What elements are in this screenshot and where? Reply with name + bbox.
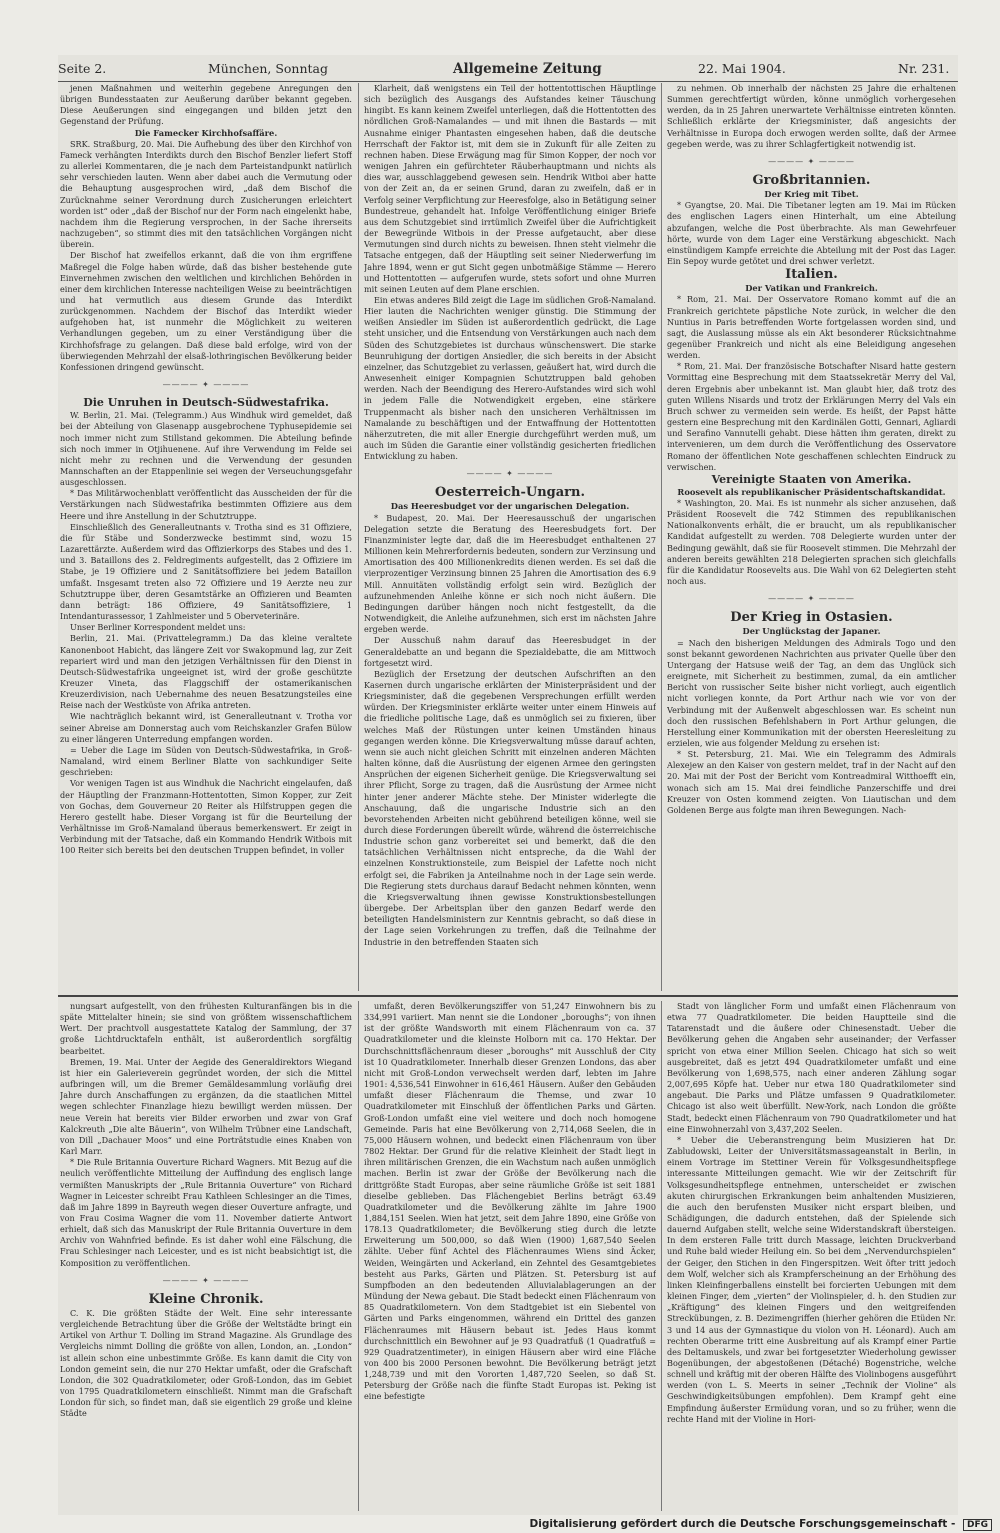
headline-italien: Italien. [785, 267, 838, 283]
headline-grossbritannien: Großbritannien. [752, 173, 871, 189]
dfg-logo: DFG [963, 1519, 992, 1531]
headline-unruhen: Die Unruhen in Deutsch-Südwestafrika. [83, 396, 329, 410]
ornament-divider: ———— ✦ ———— [768, 156, 855, 166]
article-text: Einschließlich des Generalleutnants v. Trotha sind es 31 Offiziere, die für Stäbe und Sonderzwecke bestimmt sind, wozu 15 Lazarettärzte. Außerdem wird das Offizierkorps des Stabes und des 1. und 3. Bataillons des 2. Feldregiments aufgestellt, das 2 Offiziere im Stabe, je 19 Offiziere und 2 Sanitätsoffiziere bei jedem Bataillon umfaßt. Insgesamt treten also 72 Offiziere und 19 Aerzte neu zur Schutztruppe über, deren Gesamtstärke an Offizieren und Beamten dann beträgt: 186 Offiziere, 49 Sanitätsoffiziere, 1 Intendanturassessor, 1 Zahlmeister und 5 Oberveterinäre. [60, 521, 352, 622]
issue-date: 22. Mai 1904. [698, 61, 786, 76]
article-text: W. Berlin, 21. Mai. (Telegramm.) Aus Windhuk wird gemeldet, daß bei der Abteilung von Glasenapp ausgebrochene Typhusepidemie sei noch immer nicht zum Stillstand gekommen. Die Abteilung befinde sich noch immer in Otjihuenene. Auf ihre Verwendung im Felde sei nicht mehr zu rechnen und die Verwendung der gesunden Mannschaften an der Etappenlinie sei wegen der Verseuchungsgefahr ausgeschlossen. [60, 410, 352, 488]
ornament-divider: ———— ✦ ———— [768, 594, 855, 604]
headline-oesterreich: Oesterreich-Ungarn. [435, 485, 585, 501]
article-text: SRK. Straßburg, 20. Mai. Die Aufhebung des über den Kirchhof von Fameck verhängten Interdikts durch den Bischof Benzler liefert Stoff zu allerlei Kommentaren, die je nach dem Parteistandpunkt natürlich sehr verschieden lauten. Wenn aber dabei auch die Vermutung oder die Behauptung ausgesprochen wird, „daß dem Bischof die Zurücknahme seiner Verordnung durch Zusicherungen erleichtert worden ist“ oder „daß der Bischof nur der Form nach eingelenkt habe, nachdem ihm die Regierung versprochen, in der Sache ihrerseits nachzugeben“, so stimmt dies mit den tatsächlichen Vorgängen nicht überein. [60, 138, 352, 250]
article-text: = Nach den bisherigen Meldungen des Admirals Togo und den sonst bekannt gewordenen Nachrichten aus privater Quelle über den Untergang der Hatsuse weiß der Tag, an dem das Unglück sich ereignete, mit Sicherheit zu bestimmen, zumal, da ein amtlicher Bericht von russischer Seite bisher nicht vorliegt, auch eigentlich nicht vorliegen konnte, da Port Arthur nach wie vor von der Verbindung mit der Außenwelt abgeschlossen war. Es scheint nun doch den russischen Befehlshabern in Port Arthur gelungen, die Herstellung einer Kommunikation mit der obersten Heeresleitung zu erzielen, wie aus folgender Meldung zu ersehen ist: [667, 637, 956, 748]
article-text: = Ueber die Lage im Süden von Deutsch-Südwestafrika, in Groß-Namaland, wird einem Berliner Blatte von sachkundiger Seite geschrieben: [60, 744, 352, 778]
article-text: * Rom, 21. Mai. Der Osservatore Romano kommt auf die an Frankreich gerichtete päpstliche Note zurück, in welcher die den Nuntius in Paris betreffenden Worte fortgelassen worden sind, und sagt, die Auslassung müsse als ein Akt besonderer Rücksichtnahme gegenüber Frankreich und nicht als eine Beleidigung angesehen werden. [667, 294, 956, 361]
article-text: Wie nachträglich bekannt wird, ist Generalleutnant v. Trotha vor seiner Abreise am Donnerstag auch vom Reichskanzler Grafen Bülow zu einer längeren Unterredung empfangen worden. [60, 711, 352, 744]
article-text: Unser Berliner Korrespondent meldet uns: [70, 622, 246, 633]
column-3 [667, 83, 956, 991]
article-text: Vor wenigen Tagen ist aus Windhuk die Nachricht eingelaufen, daß der Häuptling der Franzmann-Hottentotten, Simon Kopper, zur Zeit von Gochas, dem Gouverneur 20 Reiter als Hilfstruppen gegen die Herero gestellt habe. Dieser Vorgang ist für die Beurteilung der Verhältnisse im Groß-Namaland überaus bemerkenswert. Er zeigt in Verbindung mit der Tatsache, daß ein Kommando Hendrik Witbois mit 100 Reiter sich bereits bei den deutschen Truppen befindet, in voller [60, 778, 352, 856]
headline-kleine-chronik: Kleine Chronik. [148, 1291, 264, 1307]
subheadline-vatikan: Der Vatikan und Frankreich. [745, 283, 878, 294]
headline-fameck: Die Famecker Kirchhofsaffäre. [134, 127, 278, 138]
article-text: Ein etwas anderes Bild zeigt die Lage im südlichen Groß-Namaland. Hier lauten die Nachrichten weniger günstig. Die Stimmung der weißen Ansiedler im Süden ist außerordentlich gedrückt, die Lage steht unsicher, und die Entsendung von Verstärkungen auch nach dem Süden des Schutzgebietes ist durchaus wünschenswert. Die starke Beunruhigung der dortigen Ansiedler, die sich bereits in der Absicht einzelner, das Schutzgebiet zu verlassen, geäußert hat, wird durch die Anwesenheit einiger Kompagnien Schutztruppen bald gehoben werden. Nach der Beendigung des Herero-Aufstandes wird sich wohl in jedem Falle die Notwendigkeit ergeben, eine stärkere Truppenmacht als bisher nach den unsicheren Verhältnissen im Namalande zu beschäftigen und der Entwaffnung der Hottentotten näherzutreten, die mit aller Energie durchgeführt werden muß, um auch im Süden die Garantie einer vollständig gesicherten friedlichen Entwicklung zu haben. [364, 294, 656, 462]
headline-ostasien: Der Krieg in Ostasien. [730, 610, 893, 626]
header-rule [58, 81, 958, 82]
article-text: * St. Petersburg, 21. Mai. Wie ein Telegramm des Admirals Alexejew an den Kaiser von gestern meldet, traf in der Nacht auf den 20. Mai mit der Post der Bericht vom Kontreadmiral Witthoefft ein, wonach sich am 15. Mai drei feindliche Panzerschiffe und drei Kreuzer von Osten kommend zeigten. Von Liautischan und dem Goldenen Berge aus folgte man ihren Bewegungen. Nach- [667, 749, 956, 815]
column-rule [661, 83, 662, 991]
article-text: * Ueber die Ueberanstrengung beim Musizieren hat Dr. Zabludowski, Leiter der Universitätsmassageanstalt in Berlin, in einem Vortrage im Stettiner Verein für Volksgesundheitspflege interessante Mitteilungen gemacht. Wie wir der Zeitschrift für Volksgesundheitspflege entnehmen, unterscheidet er zwischen akuten chirurgischen Erkrankungen beim anhaltenden Musizieren, die auch den berufensten Musiker nicht erspart bleiben, und Schädigungen, die dadurch entstehen, daß der Spielende sich dauernd Aufgaben stellt, welche seine Widerstandskraft übersteigen. In dem ersteren Falle tritt durch Massage, leichten Druckverband und Ruhe bald wieder Heilung ein. So bei dem „Nervendurchspielen“ der Geiger, den Stichen in den Fingerspitzen. Weit öfter tritt jedoch dem Wolf, welcher sich als Krampferscheinung an der Erhöhung des linken Kleinfingerballens einstellt bei forcierten Uebungen mit dem kleinen Finger, dem „vierten“ der Violinspieler, d. h. den Studien zur „Kräftigung“ des kleinen Fingers und den weitgreifenden Streckübungen, z. B. Dezimengriffen (hierher gehören die Etüden Nr. 3 und 14 aus der Gymnastique du violon von H. Léonard). Auch am rechten Oberarme tritt eine Ausbreitung auf als Krampf einer Partie des Deltamuskels, und zwar bei fortgesetzter Wiederholung gewisser Bogenübungen, der abgestoßenen (Détaché) Bogenstriche, welche schnell und kräftig mit der oberen Hälfte des Violinbogens ausgeführt werden (von L. S. Meerts in seiner „Technik der Violine“ als Geschwindigkeitsübungen empfohlen). Dem Krampf geht eine Empfindung äußerster Ermüdung voran, und so zu früher, wenn die rechte Hand mit der Violine in Hori- [667, 1134, 956, 1424]
feuilleton-column-2 [364, 1001, 656, 1511]
article-text: * Budapest, 20. Mai. Der Heeresausschuß der ungarischen Delegation setzte die Beratung des Heeresbudgets fort. Der Finanzminister legte dar, daß die im Heeresbudget enthaltenen 27 Millionen kein Mehrerfordernis bedeuten, sondern zur Verzinsung und Amortisation des 400 Millionenkredits dienen werden. Es sei daß die vierprozentiger Verzinsung binnen 25 Jahren die Amortisation des 6.9 Mill. Annuitäten vollständig erfolgt sein wird. Bezüglich der aufzunehmenden Anleihe könne er sich noch nicht äußern. Die Bedingungen darüber hängen noch nicht festgestellt, da die Notwendigkeit, die Anleihe aufzunehmen, sich erst im nächsten Jahre ergeben werde. [364, 512, 656, 635]
ornament-divider: ———— ✦ ———— [466, 469, 554, 479]
article-text: * Washington, 20. Mai. Es ist nunmehr als sicher anzusehen, daß Präsident Roosevelt die 742 Stimmen des republikanischen Nationalkonvents erhält, die er braucht, um als republikanischer Kandidat aufgestellt zu werden. 708 Delegierte wurden unter der Bedingung gewählt, daß sie für Roosevelt stimmen. Die Mehrzahl der anderen bereits gewählten 218 Delegierten sprachen sich gleichfalls für die Kandidatur Roosevelts aus. Die Wahl von 62 Delegierten steht noch aus. [667, 498, 956, 587]
subheadline-roosevelt: Roosevelt als republikanischer Präsidentschaftskandidat. [677, 486, 946, 497]
issue-number: Nr. 231. [898, 61, 950, 76]
column-1 [60, 83, 352, 991]
ornament-divider: ———— ✦ ———— [162, 380, 250, 390]
ornament-divider: ———— ✦ ———— [162, 1275, 250, 1285]
article-text: Der Ausschuß nahm darauf das Heeresbudget in der Generaldebatte an und begann die Spezialdebatte, die am Mittwoch fortgesetzt wird. [364, 635, 656, 668]
article-text: C. K. Die größten Städte der Welt. Eine sehr interessante vergleichende Betrachtung über die Größe der Weltstädte bringt ein Artikel von Arthur T. Dolling im Strand Magazine. Als Grundlage des Vergleichs nimmt Dolling die größte von allen, London, an. „London“ ist allein schon eine unbestimmte Größe. Es kann damit die City von London gemeint sein, die nur 270 Hektar umfaßt, oder die Grafschaft London, die 302 Quadratkilometer, oder Groß-London, das im Gebiet von 1795 Quadratkilometern einschließt. Nimmt man die Grafschaft London für sich, so findet man, daß sie eigentlich 29 große und kleine Städte [60, 1307, 352, 1419]
subheadline-japaner: Der Unglückstag der Japaner. [742, 626, 881, 637]
place-date: München, Sonntag [208, 61, 329, 76]
feuilleton-column-1 [60, 1001, 352, 1511]
article-text: * Das Militärwochenblatt veröffentlicht das Ausscheiden der für die Verstärkungen nach Südwestafrika bestimmten Offiziere aus dem Heere und ihre Anstellung in der Schutztruppe. [60, 488, 352, 521]
article-text: Berlin, 21. Mai. (Privattelegramm.) Da das kleine veraltete Kanonenboot Habicht, das längere Zeit vor Swakopmund lag, zur Zeit repariert wird und man den jetzigen Verhältnissen für den Dienst in Deutsch-Südwestafrika ungeeignet ist, wird der große geschützte Kreuzer Vineta, das Flaggschiff der ostamerikanischen Kreuzerdivision, nach Uebernahme des neuen Besatzungsteiles eine Reise nach der Westküste von Afrika antreten. [60, 633, 352, 711]
digitization-credit [530, 1518, 992, 1531]
credit-text: Digitalisierung gefördert durch die Deutsche Forschungsgemeinschaft - [529, 1518, 956, 1530]
subheadline-tibet: Der Krieg mit Tibet. [764, 189, 859, 200]
article-text: nungsart aufgestellt, von den frühesten Kulturanfängen bis in die späte Mittelalter hinein; sie sind von größtem wissenschaftlichem Wert. Der prachtvoll ausgestattete Katalog der Sammlung, der 37 große Lichtdrucktafeln enthält, ist außerordentlich sorgfältig bearbeitet. [60, 1001, 352, 1056]
article-text: Klarheit, daß wenigstens ein Teil der hottentottischen Häuptlinge sich bezüglich des Ausgangs des Aufstandes keiner Täuschung hingibt. Es kann keinem Zweifel unterliegen, daß die Hottentotten des nördlichen Groß-Namalandes — und mit ihnen die Bastards — mit Ausnahme einiger Phantasten eingesehen haben, daß die deutsche Herrschaft der Faktor ist, mit dem sie in Zukunft für alle Zeiten zu rechnen haben. Diese Erwägung mag für Simon Kopper, der noch vor wenigen Jahren ein gefürchteter Räuberhauptmann und nichts als dies war, ausschlaggebend gewesen sein. Hendrik Witboi aber hatte von der Zeit an, da er seinen Grund, daran zu zweifeln, daß er in Verfolg seiner Verpflichtung zur Heeresfolge, also in Betätigung seiner Bundestreue, gehandelt hat. Infolge Veröffentlichung einiger Briefe aus dem Schutzgebiet sind irrtümlich Zweifel über die Aufrichtigkeit der Bewegründe Witbois in der Presse aufgetaucht, aber diese Vermutungen sind durch nichts zu beweisen. Ihnen steht vielmehr die Tatsache entgegen, daß der Häuptling seit seiner Niederwerfung im Jahre 1894, wenn er gut Sicht gegen unbotmäßige Stämme — Herero und Hottentotten — aufgerufen wurde, stets sofort und ohne Murren mit seinen Leuten auf dem Plane erschien. [364, 83, 656, 294]
article-text: Bezüglich der Ersetzung der deutschen Aufschriften an den Kasernen durch ungarische erklärten der Ministerpräsident und der Kriegsminister, daß die gegebenen Versprechungen erfüllt werden würden. Der Kriegsminister erklärte weiter unter einem Hinweis auf die friedliche politische Lage, daß es unmöglich sei zu fixieren, über welches Maß der Rüstungen unter keinen Umständen hinaus gegangen werden könne. Die Kriegsverwaltung müsse darauf achten, wenn sie auch nicht gleichen Schritt mit einzelnen anderen Mächten halten könne, daß die Ausrüstung der eigenen Armee den geringsten Ansprüchen der eigenen Sicherheit genüge. Die Kriegsverwaltung sei ihrer Pflicht, Sorge zu tragen, daß die Ausrüstung der Armee nicht hinter jener anderer Mächte stehe. Der Minister widerlegte die Anschauung, daß die ungarische Industrie sich an den bevorstehenden Arbeiten nicht gebührend beteiligen könne, weil sie durch diese Forderungen übereilt würde, während die österreichische Industrie schon ganz vorbereitet sei und bemerkt, daß die den tatsächlichen Verhältnissen nicht entspreche, da die Wahl der einzelnen Konstruktionsteile, zum Beispiel der Lafette noch nicht erfolgt sei, die Fabriken ja Anteilnahme noch in der Lage sein werde. Die Regierung stets durchaus darauf Bedacht nehmen könnten, wenn die Kriegsverwaltung ihnen gewisse Konstruktionsbestellungen übergebe. Der Arbeitsplan über den ganzen Bedarf werde den beteiligten Handelsministern zur Kenntnis gebracht, so daß diese in der Lage seien Vorkehrungen zu treffen, daß die Teilnahme der Industrie in den betreffenden Staaten sich [364, 668, 656, 947]
feuilleton-rule [58, 995, 958, 997]
page-header [58, 55, 958, 81]
article-text: * Die Rule Britannia Ouverture Richard Wagners. Mit Bezug auf die neulich veröffentlichte Mitteilung der Auffindung des englisch lange vermißten Manuskripts der „Rule Britannia Ouverture“ von Richard Wagner in Leicester schreibt Frau Kathleen Schlesinger an die Times, daß im Jahre 1899 in Bayreuth wegen dieser Ouverture anfragte, und von Frau Cosima Wagner die vom 11. November datierte Antwort erhielt, daß sich das Manuskript der Rule Britannia Ouverture in dem Archiv von Wahnfried befinde. Es ist daher wohl eine Fälschung, die Frau Schlesinger nach Leicester, und es ist nicht beabsichtigt ist, die Komposition zu veröffentlichen. [60, 1157, 352, 1268]
column-rule [358, 83, 359, 991]
article-text: Bremen, 19. Mai. Unter der Aegide des Generaldirektors Wiegand ist hier ein Galerieverein gegründet worden, der sich die Mittel aufbringen will, um die Bremer Gemäldesammlung vorläufig drei Jahre durch Anschaffungen zu ergänzen, da die staatlichen Mittel wegen schlechter Finanzlage hiezu bewilligt werden müssen. Der neue Verein hat bereits vier Bilder erworben und zwar von Graf Kalckreuth „Die alte Bäuerin“, von Wilhelm Trübner eine Landschaft, von Dill „Dachauer Moos“ und eine Porträtstudie eines Knaben von Karl Marr. [60, 1056, 352, 1157]
article-text: Stadt von länglicher Form und umfaßt einen Flächenraum von etwa 77 Quadratkilometer. Die beiden Hauptteile sind die Tatarenstadt und die äußere oder Chinesenstadt. Ueber die Bevölkerung gehen die Angaben sehr auseinander; der Verfasser spricht von etwa einer Million Seelen. Chicago hat sich so weit ausgebreitet, daß es jetzt 494 Quadratkilometer umfaßt und eine Bevölkerung von 1,698,575, nach einer anderen Zählung sogar 2,007,695 Köpfe hat. Ueber nur etwa 180 Quadratkilometer sind angebaut. Die Parks und Plätze umfassen 9 Quadratkilometer. Chicago ist also weit überfüllt. New-York, nach London die größte Stadt, bedeckt einen Flächenraum von 790 Quadratkilometer und hat eine Einwohnerzahl von 3,437,202 Seelen. [667, 1001, 956, 1134]
article-text: zu nehmen. Ob innerhalb der nächsten 25 Jahre die erhaltenen Summen gerechtfertigt würden, könne unmöglich vorhergesehen werden, da in 25 Jahren unerwartete Verhältnisse eintreten könnten. Schließlich erklärte der Kriegsminister, daß angesichts der Verhältnisse in Europa doch erwogen werden sollte, daß der Armee gegeben werde, was zu ihrer Schlagfertigkeit notwendig ist. [667, 83, 956, 149]
column-2 [364, 83, 656, 991]
newspaper-page [58, 55, 958, 1515]
article-text: * Gyangtse, 20. Mai. Die Tibetaner legten am 19. Mai im Rücken des englischen Lagers einen Hinterhalt, um eine Abteilung abzufangen, welche die Post überbrachte. Als man Gewehrfeuer hörte, wurde von dem Lager eine Verstärkung abgeschickt. Nach einstündigem Kampfe erreichte die Abteilung mit der Post das Lager. Ein Sepoy wurde getötet und drei schwer verletzt. [667, 200, 956, 267]
page-number: Seite 2. [58, 61, 107, 76]
article-text: umfaßt, deren Bevölkerungsziffer von 51,247 Einwohnern bis zu 334,991 variiert. Man nennt sie die Londoner „boroughs“; von ihnen ist der größte Wandsworth mit einem Flächenraum von ca. 37 Quadratkilometer und die kleinste Holborn mit ca. 170 Hektar. Der Durchschnittsflächenraum dieser „boroughs“ mit Ausschluß der City ist 10 Quadratkilometer. Innerhalb dieser Grenzen Londons, das aber nicht mit Groß-London verwechselt werden darf, lebten im Jahre 1901: 4,536,541 Einwohner in 616,461 Häusern. Außer den Gebäuden umfaßt dieser Flächenraum die Themse, und zwar 10 Quadratkilometer mit Einschluß der öffentlichen Parks und Gärten. Groß-London umfaßt eine viel weitere und doch noch homogene Gemeinde. Paris hat eine Bevölkerung von 2,714,068 Seelen, die in 75,000 Häusern wohnen, und bedeckt einen Flächenraum von über 7802 Hektar. Der Grund für die relative Kleinheit der Stadt liegt in ihren militärischen Grenzen, die ein Wachstum nach außen unmöglich machen. Berlin ist zwar der Größe der Bevölkerung nach die drittgrößte Stadt Europas, aber seine räumliche Größe ist seit 1881 dieselbe geblieben. Das Flächengebiet Berlins beträgt 63.49 Quadratkilometer und die Bevölkerung zählte im Jahre 1900 1,884,151 Seelen. Wien hat jetzt, seit dem Jahre 1890, eine Größe von 178.13 Quadratkilometer; die Bevölkerung stieg durch die letzte Erweiterung um 500,000, so daß Wien (1900) 1,687,540 Seelen zählte. Ueber fünf Achtel des Flächenraumes Wiens sind Äcker, Weiden, Weingärten und Ackerland, ein Zehntel des Gesamtgebietes besteht aus Parks, Gärten und Plätzen. St. Petersburg ist auf Sumpfboden an den bedeutenden Alluvialablagerungen an der Mündung der Newa gebaut. Die Stadt bedeckt einen Flächenraum von 85 Quadratkilometern. Von dem Stadtgebiet ist ein Siebentel von Gärten und Parks eingenommen, während ein Drittel des ganzen Flächenraumes mit Häusern bebaut ist. Jedes Haus kommt durchschnittlich ein Bewohner auf je 93 Quadratfuß (1 Quadratfuß = 929 Quadratzentimeter), in einigen Häusern aber wird eine Fläche von 400 bis 2000 Personen bewohnt. Die Bevölkerung beträgt jetzt 1,248,739 und mit den Vororten 1,487,720 Seelen, so daß St. Petersburg der Größe nach die fünfte Stadt Europas ist. Peking ist eine befestigte [364, 1001, 656, 1402]
article-text: Der Bischof hat zweifellos erkannt, daß die von ihm ergriffene Maßregel die Folge haben würde, daß das bisher bestehende gute Einvernehmen zwischen den weltlichen und kirchlichen Behörden in einer dem kirchlichen Interesse nachteiligen Weise zu beeinträchtigen und hat vermutlich aus diesem Grunde das Interdikt zurückgenommen. Nachdem der Bischof das Interdikt wieder aufgehoben hat, ist nunmehr die Möglichkeit zu weiteren Verhandlungen gegeben, um zu einer Verständigung über die Kirchhofsfrage zu gelangen. Daß diese bald erfolge, wird von der überwiegenden Mehrzahl der elsaß-lothringischen Bevölkerung beider Konfessionen dringend gewünscht. [60, 250, 352, 372]
article-text: jenen Maßnahmen und weiterhin gegebene Anregungen den übrigen Bundesstaaten zur Aeußerung darüber bekannt gegeben. Diese Aeußerungen sind eingegangen und bilden jetzt den Gegenstand der Prüfung. [60, 83, 352, 127]
column-rule [358, 1001, 359, 1511]
headline-vereinigte-staaten: Vereinigte Staaten von Amerika. [711, 472, 912, 486]
column-rule [661, 1001, 662, 1511]
feuilleton-column-3 [667, 1001, 956, 1511]
subheadline-heeresbudget: Das Heeresbudget vor der ungarischen Delegation. [390, 501, 630, 512]
masthead: Allgemeine Zeitung [453, 61, 602, 77]
article-text: * Rom, 21. Mai. Der französische Botschafter Nisard hatte gestern Vormittag eine Besprechung mit dem Staatssekretär Merry del Val, deren Ergebnis aber unbekannt ist. Man glaubt hier, daß trotz des guten Willens Nisards und trotz der Erklärungen Merry del Vals ein Bruch schwer zu vermeiden sein werde. Es heißt, der Papst hätte gestern eine Besprechung mit den Kardinälen Gotti, Gennari, Agliardi und Serafino Vannutelli gehabt. Diese hätten ihm geraten, direkt zu intervenieren, um dem durch die Veröffentlichung des Osservatore Romano der öffentlichen Note geschaffenen schlechten Eindruck zu verwischen. [667, 361, 956, 472]
